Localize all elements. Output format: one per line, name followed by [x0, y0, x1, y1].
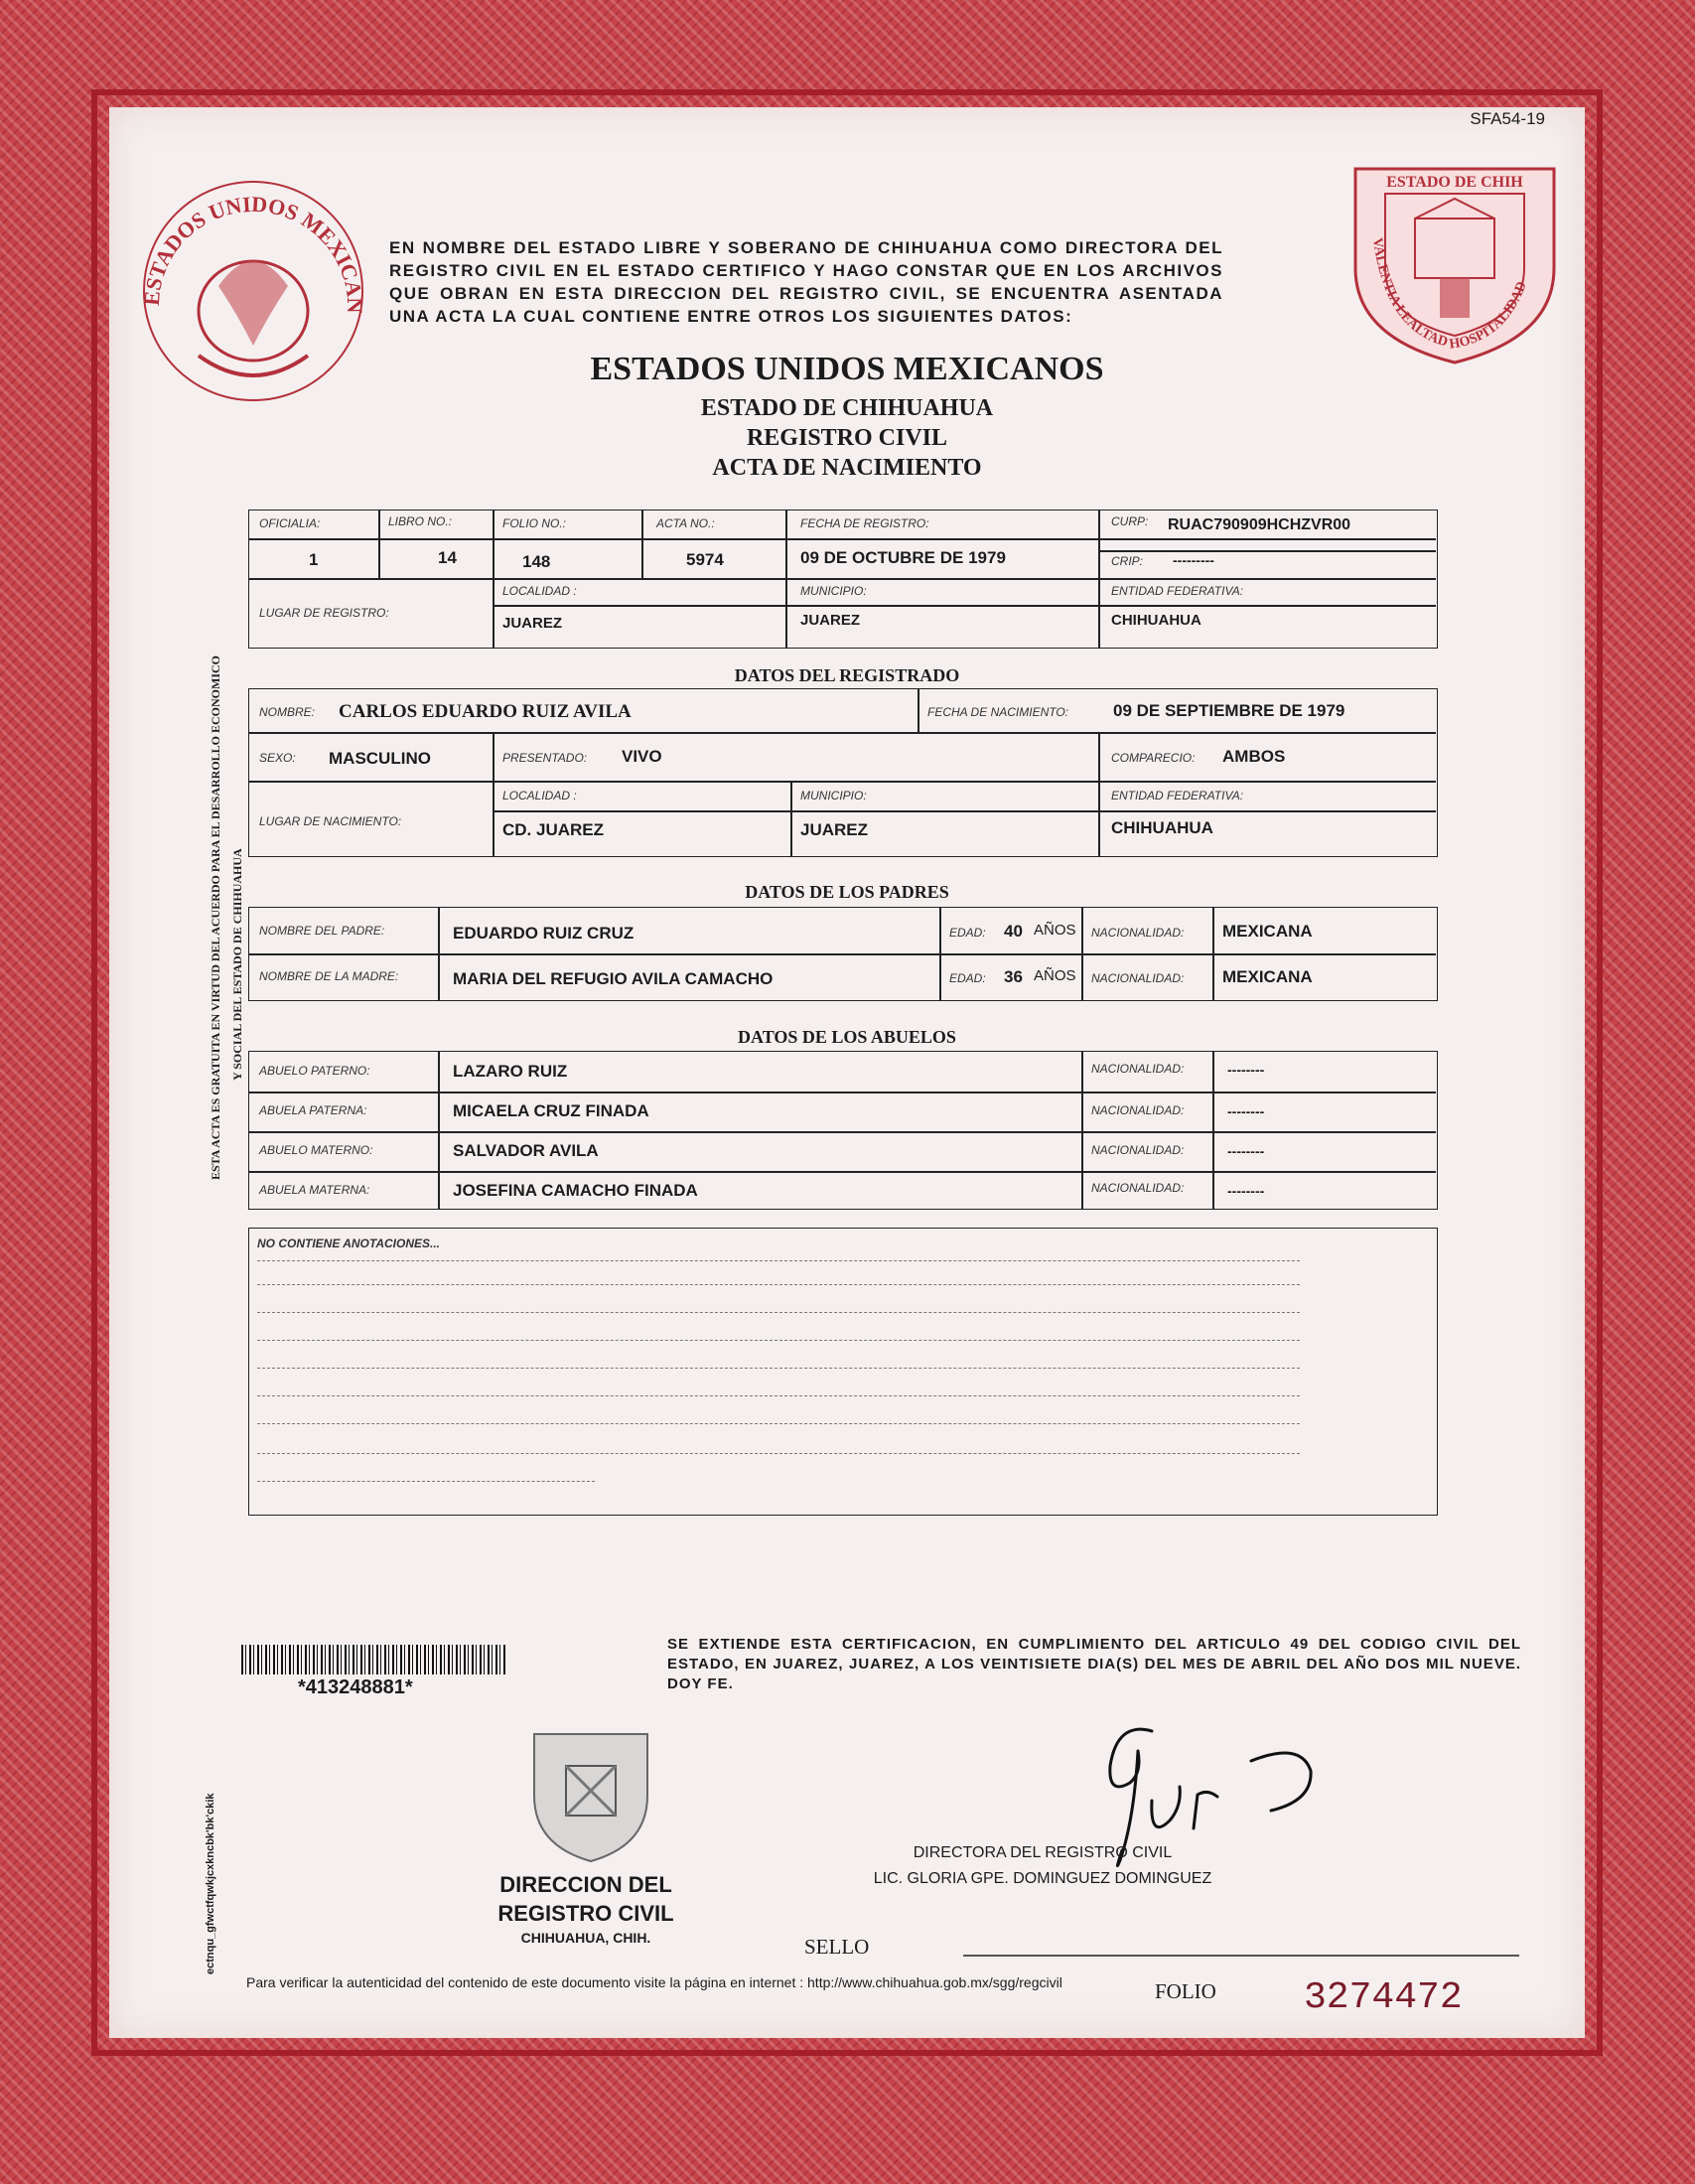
abuelo-paterno-value: LAZARO RUIZ — [453, 1062, 568, 1081]
padre-value: EDUARDO RUIZ CRUZ — [453, 924, 635, 943]
firma-cargo: DIRECTORA DEL REGISTRO CIVIL — [913, 1844, 1173, 1861]
localidad-label: LOCALIDAD : — [502, 584, 577, 598]
localidad-value: JUAREZ — [502, 615, 563, 632]
direccion-title — [447, 1870, 725, 1948]
direccion-line-3: CHIHUAHUA, CHIH. — [520, 1930, 651, 1946]
registro-box — [248, 510, 1438, 649]
abuela-paterna-label: ABUELA PATERNA: — [259, 1103, 367, 1117]
abuelo-paterno-nac: -------- — [1227, 1062, 1265, 1078]
folio-number: 3274472 — [1304, 1976, 1463, 2019]
lugar-registro-label: LUGAR DE REGISTRO: — [259, 606, 389, 620]
padre-nac-value: MEXICANA — [1222, 922, 1313, 941]
madre-edad-label: EDAD: — [949, 971, 986, 985]
fecha-registro-label: FECHA DE REGISTRO: — [800, 516, 929, 530]
abuelo-paterno-nac-label: NACIONALIDAD: — [1091, 1062, 1185, 1076]
madre-value: MARIA DEL REFUGIO AVILA CAMACHO — [453, 969, 774, 988]
chihuahua-state-shield-seal — [1345, 149, 1564, 367]
barcode-number: *413248881* — [298, 1676, 413, 1698]
madre-anos-label: AÑOS — [1034, 967, 1076, 984]
folio-label: FOLIO NO.: — [502, 516, 567, 530]
madre-label: NOMBRE DE LA MADRE: — [259, 969, 399, 983]
libro-value: 14 — [438, 548, 457, 567]
sello-label: SELLO — [804, 1935, 870, 1959]
libro-label: LIBRO NO.: — [388, 514, 453, 528]
entidad-nac-label: ENTIDAD FEDERATIVA: — [1111, 789, 1244, 802]
certificate-paper — [109, 107, 1585, 2038]
oficialia-label: OFICIALIA: — [259, 516, 321, 530]
certificacion-paragraph: SE EXTIENDE ESTA CERTIFICACION, EN CUMPLIMIENTO DEL ARTICULO 49 DEL CODIGO CIVIL DEL ESTADO, EN JUAREZ, JUAREZ, A LOS VEINTISIETE DIA(S) DEL MES DE ABRIL DEL AÑO DOS MIL NUEVE. DOY FE. — [667, 1636, 1521, 1692]
comparecio-label: COMPARECIO: — [1111, 751, 1196, 765]
registrado-box — [248, 688, 1438, 857]
folio-value: 148 — [522, 552, 551, 571]
presentado-label: PRESENTADO: — [502, 751, 588, 765]
title-line-2: ESTADO DE CHIHUAHUA — [700, 395, 994, 421]
abuelo-materno-nac: -------- — [1227, 1143, 1265, 1159]
oficialia-value: 1 — [309, 550, 319, 569]
abuela-paterna-value: MICAELA CRUZ FINADA — [453, 1101, 649, 1120]
registro-civil-stamp — [526, 1726, 655, 1865]
madre-nac-value: MEXICANA — [1222, 967, 1313, 986]
curp-label: CURP: — [1111, 514, 1149, 528]
anotaciones-text: NO CONTIENE ANOTACIONES... — [257, 1237, 441, 1250]
abuelo-materno-label: ABUELO MATERNO: — [259, 1143, 373, 1157]
acta-value: 5974 — [686, 550, 724, 569]
seal-right-caption: VALENTIA LEALTAD HOSPITALIDAD — [1369, 236, 1530, 353]
abuela-materna-label: ABUELA MATERNA: — [259, 1183, 370, 1197]
firma-block — [804, 1840, 1281, 1892]
padre-edad-value: 40 — [1004, 922, 1023, 941]
abuela-paterna-nac-label: NACIONALIDAD: — [1091, 1103, 1185, 1117]
firma-nombre: LIC. GLORIA GPE. DOMINGUEZ DOMINGUEZ — [873, 1870, 1212, 1887]
lugar-nacimiento-label: LUGAR DE NACIMIENTO: — [259, 814, 402, 828]
padres-box — [248, 907, 1438, 1001]
nombre-label: NOMBRE: — [259, 705, 316, 719]
abuela-materna-nac: -------- — [1227, 1183, 1265, 1199]
entidad-value: CHIHUAHUA — [1111, 612, 1201, 629]
side-legal-text-1: ESTA ACTA ES GRATUITA EN VIRTUD DEL ACUERDO PARA EL DESARROLLO ECONOMICO — [209, 655, 222, 1180]
title-line-4: ACTA DE NACIMIENTO — [712, 455, 982, 481]
seal-left-caption: ESTADOS UNIDOS MEXICAN — [138, 191, 368, 314]
municipio-nac-label: MUNICIPIO: — [800, 789, 867, 802]
abuelo-paterno-label: ABUELO PATERNO: — [259, 1064, 370, 1078]
comparecio-value: AMBOS — [1222, 747, 1286, 766]
entidad-label: ENTIDAD FEDERATIVA: — [1111, 584, 1244, 598]
abuelo-materno-nac-label: NACIONALIDAD: — [1091, 1143, 1185, 1157]
abuelo-materno-value: SALVADOR AVILA — [453, 1141, 599, 1160]
verify-text: Para verificar la autenticidad del contenido de este documento visite la página en internet : http://www.chihuahua.gob.mx/sgg/regcivil — [246, 1974, 1062, 1990]
side-code: ectnqu_gfwctfqwkjcxkncbk'bk'ckik — [205, 1793, 216, 1974]
municipio-nac-value: JUAREZ — [800, 820, 869, 839]
padres-heading: DATOS DE LOS PADRES — [745, 882, 949, 902]
crip-value: --------- — [1173, 552, 1214, 568]
abuela-paterna-nac: -------- — [1227, 1103, 1265, 1119]
municipio-label: MUNICIPIO: — [800, 584, 867, 598]
padre-edad-label: EDAD: — [949, 926, 986, 940]
curp-value: RUAC790909HCHZVR00 — [1168, 516, 1351, 533]
abuela-materna-value: JOSEFINA CAMACHO FINADA — [453, 1181, 698, 1200]
side-legal-text-2: Y SOCIAL DEL ESTADO DE CHIHUAHUA — [230, 848, 244, 1081]
presentado-value: VIVO — [622, 747, 662, 766]
padre-nac-label: NACIONALIDAD: — [1091, 926, 1185, 940]
title-line-1: ESTADOS UNIDOS MEXICANOS — [590, 351, 1104, 387]
registrado-heading: DATOS DEL REGISTRADO — [734, 665, 960, 685]
padre-label: NOMBRE DEL PADRE: — [259, 924, 385, 938]
fecha-registro-value: 09 DE OCTUBRE DE 1979 — [800, 548, 1006, 567]
sexo-value: MASCULINO — [329, 749, 431, 768]
title-line-3: REGISTRO CIVIL — [746, 425, 948, 451]
acta-label: ACTA NO.: — [656, 516, 715, 530]
intro-paragraph: EN NOMBRE DEL ESTADO LIBRE Y SOBERANO DE CHIHUAHUA COMO DIRECTORA DEL REGISTRO CIVIL EN EL ESTADO CERTIFICO Y HAGO CONSTAR QUE EN LOS ARCHIVOS QUE OBRAN EN ESTA DIRECCION DEL REGISTRO CIVIL, SE ENCUENTRA ASENTADA UNA ACTA LA CUAL CONTIENE ENTRE OTROS LOS SIGUIENTES DATOS: — [389, 238, 1223, 326]
padre-anos-label: AÑOS — [1034, 922, 1076, 939]
barcode-graphic — [241, 1645, 507, 1674]
localidad-nac-value: CD. JUAREZ — [502, 820, 605, 839]
sexo-label: SEXO: — [259, 751, 296, 765]
abuelos-box — [248, 1051, 1438, 1210]
madre-nac-label: NACIONALIDAD: — [1091, 971, 1185, 985]
fecha-nacimiento-value: 09 DE SEPTIEMBRE DE 1979 — [1113, 701, 1345, 720]
crip-label: CRIP: — [1111, 554, 1144, 568]
madre-edad-value: 36 — [1004, 967, 1023, 986]
direccion-line-2: REGISTRO CIVIL — [497, 1901, 674, 1926]
nombre-value: CARLOS EDUARDO RUIZ AVILA — [339, 701, 632, 722]
sello-line — [963, 1955, 1519, 1957]
localidad-nac-label: LOCALIDAD : — [502, 789, 577, 802]
fecha-nacimiento-label: FECHA DE NACIMIENTO: — [927, 705, 1069, 719]
anotaciones-box — [248, 1228, 1438, 1516]
folio-label: FOLIO — [1155, 1979, 1216, 2003]
abuelos-heading: DATOS DE LOS ABUELOS — [738, 1027, 956, 1047]
direccion-line-1: DIRECCION DEL — [499, 1872, 672, 1897]
seal-right-top: ESTADO DE CHIH — [1386, 174, 1523, 191]
form-code: SFA54-19 — [1470, 109, 1545, 128]
municipio-value: JUAREZ — [800, 612, 861, 629]
entidad-nac-value: CHIHUAHUA — [1111, 818, 1213, 837]
abuela-materna-nac-label: NACIONALIDAD: — [1091, 1181, 1185, 1195]
